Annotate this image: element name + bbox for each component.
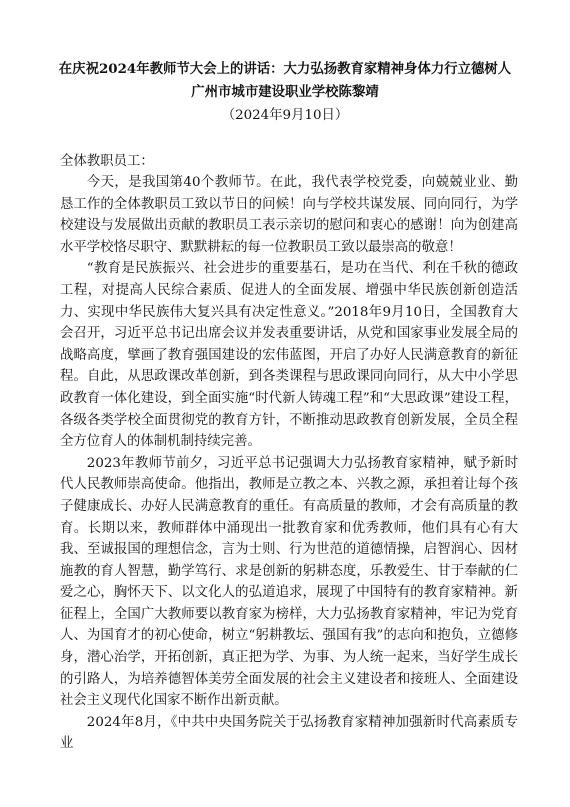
speech-title: 在庆祝2024年教师节大会上的讲话：大力弘扬教育家精神身体力行立德树人 bbox=[58, 61, 512, 77]
speaker-line: 广州市城市建设职业学校陈黎靖 bbox=[191, 84, 379, 100]
paragraph: “教育是民族振兴、社会进步的重要基石，是功在当代、利在千秋的德政工程，对提高人民综合素质、促进人的全面发展、增强中华民族创新创造活力、实现中华民族伟大复兴具有决定性意义。”2018年9月10日，全国教育大会召开，习近平总书记出席会议并发表重要讲话，从党和国家事业发展全局的战略高度，擘画了教育强国建设的宏伟蓝图，开启了办好人民满意教育的新征程。自此，从思政课改革创新，到各类课程与思政课同向同行，从大中小学思政教育一体化建设，到全面实施“时代新人铸魂工程”和“大思政课”建设工程，各级各类学校全面贯彻党的教育方针，不断推动思政教育创新发展，全员全程全方位育人的体制机制持续完善。 bbox=[60, 261, 518, 450]
speech-body bbox=[60, 172, 518, 755]
header bbox=[30, 58, 540, 127]
paragraph: 2024年8月，《中共中央国务院关于弘扬教育家精神加强新时代高素质专业 bbox=[60, 714, 518, 752]
paragraph: 今天，是我国第40个教师节。在此，我代表学校党委，向兢兢业业、勤恳工作的全体教职员工致以节日的问候！向与学校共谋发展、同向同行，为学校建设与发展做出贡献的教职员工表示亲切的慰问和衷心的感谢！向为创建高水平学校恪尽职守、默默耕耘的每一位教职员工致以最崇高的敬意！ bbox=[60, 175, 518, 255]
speech-date: （2024年9月10日） bbox=[221, 108, 349, 123]
paragraph: 2023年教师节前夕，习近平总书记强调大力弘扬教育家精神，赋予新时代人民教师崇高使命。他指出，教师是立教之本、兴教之源，承担着让每个孩子健康成长、办好人民满意教育的重任。有高质量的教师，才会有高质量的教育。长期以来，教师群体中涌现出一批教育家和优秀教师，他们具有心有大我、至诚报国的理想信念，言为士则、行为世范的道德情操，启智润心、因材施教的育人智慧，勤学笃行、求是创新的躬耕态度，乐教爱生、甘于奉献的仁爱之心，胸怀天下、以文化人的弘道追求，展现了中国特有的教育家精神。新征程上，全国广大教师要以教育家为榜样，大力弘扬教育家精神，牢记为党育人、为国育才的初心使命，树立“躬耕教坛、强国有我”的志向和抱负，立德修身，潜心治学，开拓创新，真正把为学、为事、为人统一起来，当好学生成长的引路人，为培养德智体美劳全面发展的社会主义建设者和接班人、全面建设社会主义现代化国家不断作出新贡献。 bbox=[60, 455, 518, 709]
salutation: 全体教职员工： bbox=[60, 154, 154, 169]
